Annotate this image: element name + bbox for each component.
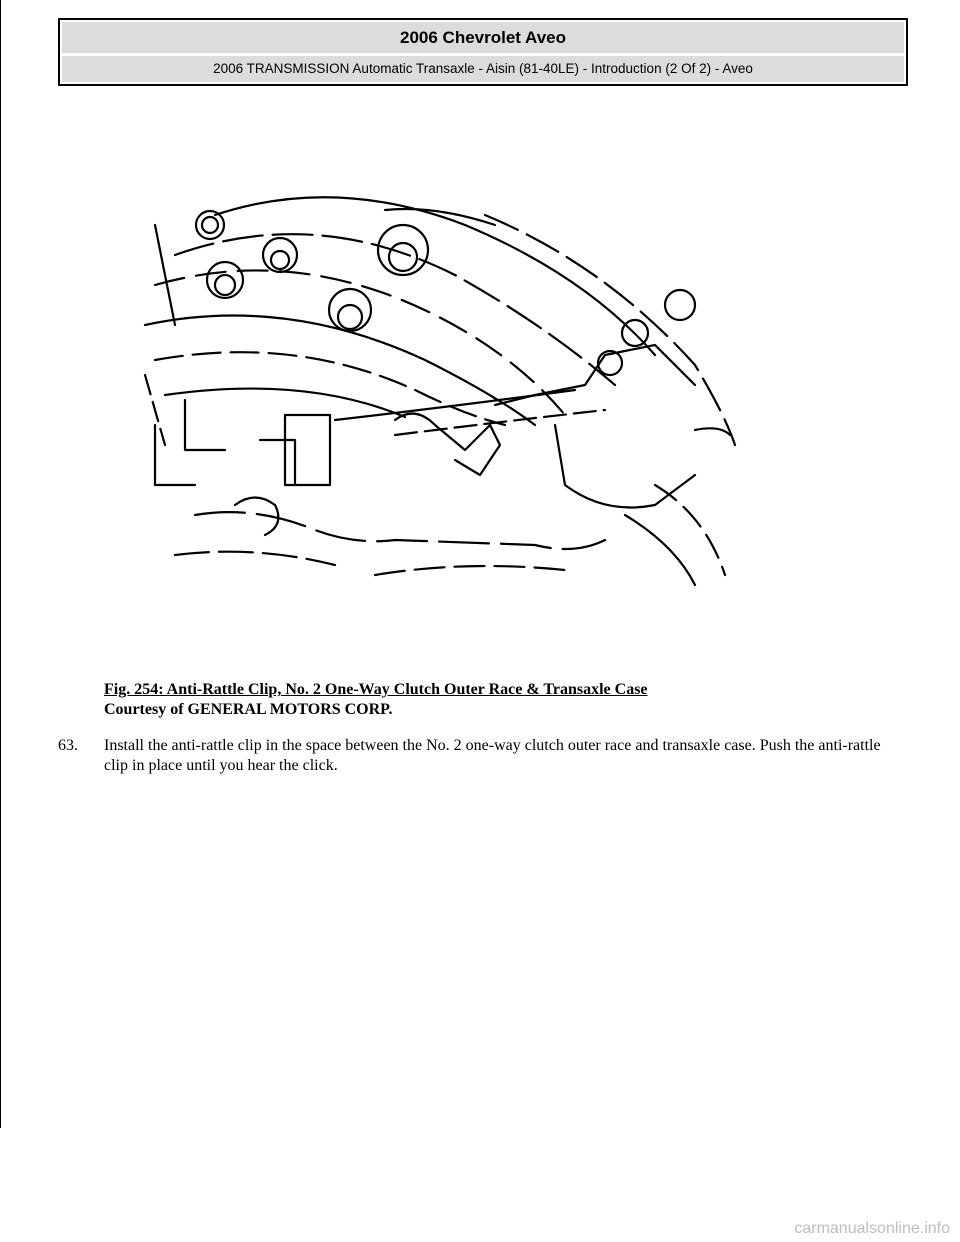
section-title: 2006 TRANSMISSION Automatic Transaxle - Aisin (81-40LE) - Introduction (2 Of 2) - Aveo xyxy=(62,56,904,82)
step-text: Install the anti-rattle clip in the space between the No. 2 one-way clutch outer race and transaxle case. Push the anti-rattle clip in place until you hear the click. xyxy=(104,737,881,774)
step-number: 63. xyxy=(58,737,78,754)
document-header xyxy=(58,18,908,86)
transaxle-illustration xyxy=(135,185,745,605)
figure-title: Fig. 254: Anti-Rattle Clip, No. 2 One-Way Clutch Outer Race & Transaxle Case xyxy=(104,681,648,698)
watermark: carmanualsonline.info xyxy=(794,1220,950,1237)
vehicle-title: 2006 Chevrolet Aveo xyxy=(62,22,904,53)
figure-courtesy: Courtesy of GENERAL MOTORS CORP. xyxy=(104,701,393,718)
page-left-border xyxy=(0,0,1,1128)
figure-caption xyxy=(104,680,648,720)
procedure-step xyxy=(58,736,908,776)
